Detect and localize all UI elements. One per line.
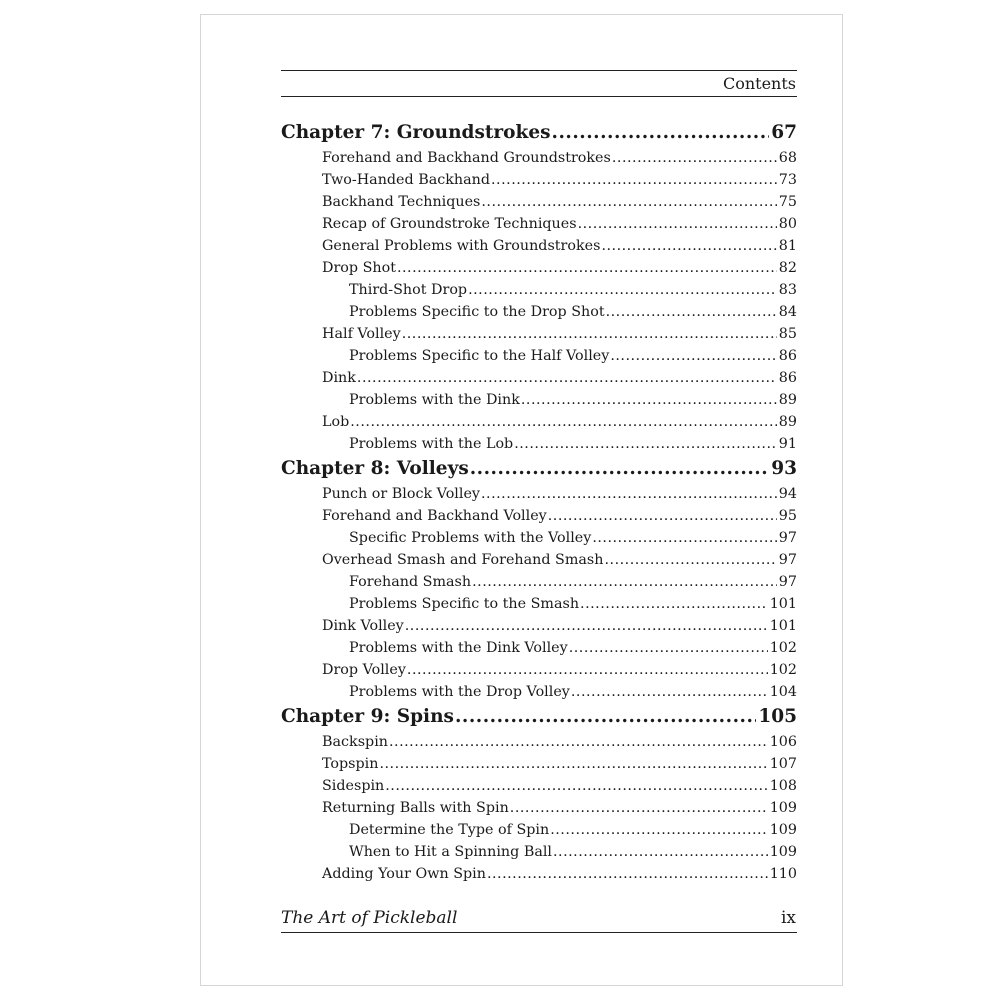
- toc-entry-title: Recap of Groundstroke Techniques: [322, 216, 577, 232]
- toc-entry-page: 108: [769, 778, 797, 794]
- dot-leader: [521, 389, 777, 411]
- toc-entry-page: 105: [758, 706, 797, 727]
- dot-leader: [510, 797, 768, 819]
- dot-leader: [389, 731, 768, 753]
- footer-page-number: ix: [780, 908, 796, 928]
- toc-entry-title: Determine the Type of Spin: [349, 822, 550, 838]
- toc-entry: [281, 593, 797, 615]
- dot-leader: [552, 119, 770, 147]
- dot-leader: [578, 213, 777, 235]
- toc-entry-page: 107: [769, 756, 797, 772]
- toc-entry-title: Returning Balls with Spin: [322, 800, 509, 816]
- toc-entry-title: Backhand Techniques: [322, 194, 481, 210]
- toc-entry-page: 102: [769, 662, 797, 678]
- header-rule-top: [281, 70, 797, 71]
- toc-entry-page: 82: [778, 260, 797, 276]
- dot-leader: [592, 527, 776, 549]
- toc-entry: [281, 841, 797, 863]
- toc-entry-title: Lob: [322, 414, 350, 430]
- toc-entry: [281, 753, 797, 775]
- toc-entry: [281, 731, 797, 753]
- dot-leader: [610, 345, 776, 367]
- dot-leader: [385, 775, 767, 797]
- dot-leader: [402, 323, 777, 345]
- toc-entry: [281, 505, 797, 527]
- toc-entry-page: 80: [778, 216, 797, 232]
- dot-leader: [468, 279, 777, 301]
- toc-entry: [281, 775, 797, 797]
- toc-entry: [281, 549, 797, 571]
- toc-entry: [281, 345, 797, 367]
- dot-leader: [553, 841, 768, 863]
- toc-entry-title: Problems Specific to the Smash: [349, 596, 580, 612]
- toc-entry-title: Problems Specific to the Half Volley: [349, 348, 610, 364]
- toc-entry: [281, 213, 797, 235]
- toc-entry-title: Two-Handed Backhand: [322, 172, 491, 188]
- toc-entry-page: 104: [769, 684, 797, 700]
- toc-entry-title: Punch or Block Volley: [322, 486, 480, 502]
- toc-entry-page: 93: [771, 458, 797, 479]
- toc-entry: [281, 797, 797, 819]
- dot-leader: [606, 301, 777, 323]
- toc-entry-page: 84: [778, 304, 797, 320]
- toc-entry-title: Adding Your Own Spin: [322, 866, 486, 882]
- toc-entry-page: 75: [778, 194, 797, 210]
- toc-entry: [281, 659, 797, 681]
- toc-entry-page: 97: [778, 552, 797, 568]
- toc-entry-title: Chapter 8: Volleys: [281, 458, 469, 479]
- toc-entry: [281, 527, 797, 549]
- toc-entry-page: 97: [778, 530, 797, 546]
- toc-entry-title: Problems with the Dink Volley: [349, 640, 568, 656]
- toc-entry-page: 106: [769, 734, 797, 750]
- toc-entry-page: 110: [769, 866, 797, 882]
- dot-leader: [612, 147, 777, 169]
- toc-entry-title: Forehand and Backhand Groundstrokes: [322, 150, 611, 166]
- toc-entry-title: Forehand Smash: [349, 574, 472, 590]
- toc-entry: [281, 279, 797, 301]
- toc-entry: [281, 615, 797, 637]
- header-rule-bottom: [281, 96, 797, 97]
- toc-entry-title: Overhead Smash and Forehand Smash: [322, 552, 604, 568]
- toc-entry: [281, 257, 797, 279]
- footer-rule: [281, 932, 797, 933]
- toc-entry-page: 91: [778, 436, 797, 452]
- dot-leader: [379, 753, 767, 775]
- toc-entry: [281, 571, 797, 593]
- footer-book-title: The Art of Pickleball: [281, 908, 458, 928]
- toc-entry-title: Half Volley: [322, 326, 401, 342]
- dot-leader: [571, 681, 768, 703]
- toc-entry-title: Backspin: [322, 734, 388, 750]
- toc-entry-page: 109: [769, 822, 797, 838]
- toc-entry-title: When to Hit a Spinning Ball: [349, 844, 552, 860]
- toc-entry-title: Problems with the Lob: [349, 436, 514, 452]
- toc-entry: [281, 819, 797, 841]
- toc-entry-page: 109: [769, 800, 797, 816]
- toc-entry: [281, 235, 797, 257]
- toc-entry-title: Sidespin: [322, 778, 385, 794]
- dot-leader: [350, 411, 777, 433]
- toc-entry-page: 101: [769, 596, 797, 612]
- toc-entry-title: Dink Volley: [322, 618, 404, 634]
- toc-entry-title: Chapter 9: Spins: [281, 706, 454, 727]
- toc-entry-title: Topspin: [322, 756, 379, 772]
- toc-entry-page: 102: [769, 640, 797, 656]
- toc-entry-page: 85: [778, 326, 797, 342]
- toc-entry: [281, 191, 797, 213]
- toc-entry: [281, 433, 797, 455]
- dot-leader: [550, 819, 767, 841]
- toc-entry-title: Drop Shot: [322, 260, 396, 276]
- toc-entry-title: Forehand and Backhand Volley: [322, 508, 547, 524]
- dot-leader: [514, 433, 777, 455]
- dot-leader: [548, 505, 777, 527]
- toc-entry-page: 86: [778, 348, 797, 364]
- dot-leader: [397, 257, 777, 279]
- running-header-title: Contents: [722, 74, 796, 93]
- toc-entry-page: 89: [778, 392, 797, 408]
- toc-chapter-entry: [281, 455, 797, 483]
- toc-entry-page: 81: [778, 238, 797, 254]
- dot-leader: [604, 549, 776, 571]
- dot-leader: [481, 483, 777, 505]
- toc-entry-title: Problems with the Dink: [349, 392, 520, 408]
- toc-entry: [281, 367, 797, 389]
- dot-leader: [487, 863, 768, 885]
- toc-entry: [281, 863, 797, 885]
- toc-entry-page: 73: [778, 172, 797, 188]
- toc-entry-page: 86: [778, 370, 797, 386]
- toc-entry-page: 109: [769, 844, 797, 860]
- toc-entry-title: Third-Shot Drop: [349, 282, 468, 298]
- toc-entry-title: General Problems with Groundstrokes: [322, 238, 601, 254]
- toc-entry: [281, 483, 797, 505]
- dot-leader: [491, 169, 777, 191]
- toc-entry-page: 89: [778, 414, 797, 430]
- toc-entry: [281, 389, 797, 411]
- toc-entry-title: Problems with the Drop Volley: [349, 684, 570, 700]
- dot-leader: [472, 571, 777, 593]
- toc-entry-page: 94: [778, 486, 797, 502]
- toc-entry-page: 68: [778, 150, 797, 166]
- toc-entry: [281, 681, 797, 703]
- dot-leader: [407, 659, 768, 681]
- toc-entry-page: 83: [778, 282, 797, 298]
- dot-leader: [405, 615, 768, 637]
- toc-entry: [281, 147, 797, 169]
- toc-entry-title: Problems Specific to the Drop Shot: [349, 304, 605, 320]
- toc-entry-page: 97: [778, 574, 797, 590]
- toc-entry-title: Dink: [322, 370, 356, 386]
- dot-leader: [357, 367, 777, 389]
- table-of-contents: [281, 119, 797, 885]
- toc-entry-title: Specific Problems with the Volley: [349, 530, 592, 546]
- dot-leader: [481, 191, 776, 213]
- toc-entry: [281, 323, 797, 345]
- toc-entry-page: 67: [771, 122, 797, 143]
- dot-leader: [455, 703, 756, 731]
- toc-entry-title: Chapter 7: Groundstrokes: [281, 122, 551, 143]
- toc-chapter-entry: [281, 119, 797, 147]
- dot-leader: [470, 455, 770, 483]
- toc-entry-page: 95: [778, 508, 797, 524]
- toc-entry: [281, 301, 797, 323]
- dot-leader: [601, 235, 776, 257]
- toc-entry: [281, 169, 797, 191]
- toc-entry: [281, 637, 797, 659]
- toc-chapter-entry: [281, 703, 797, 731]
- dot-leader: [569, 637, 768, 659]
- toc-entry-title: Drop Volley: [322, 662, 406, 678]
- toc-entry-page: 101: [769, 618, 797, 634]
- book-page: [200, 14, 843, 986]
- toc-entry: [281, 411, 797, 433]
- dot-leader: [580, 593, 768, 615]
